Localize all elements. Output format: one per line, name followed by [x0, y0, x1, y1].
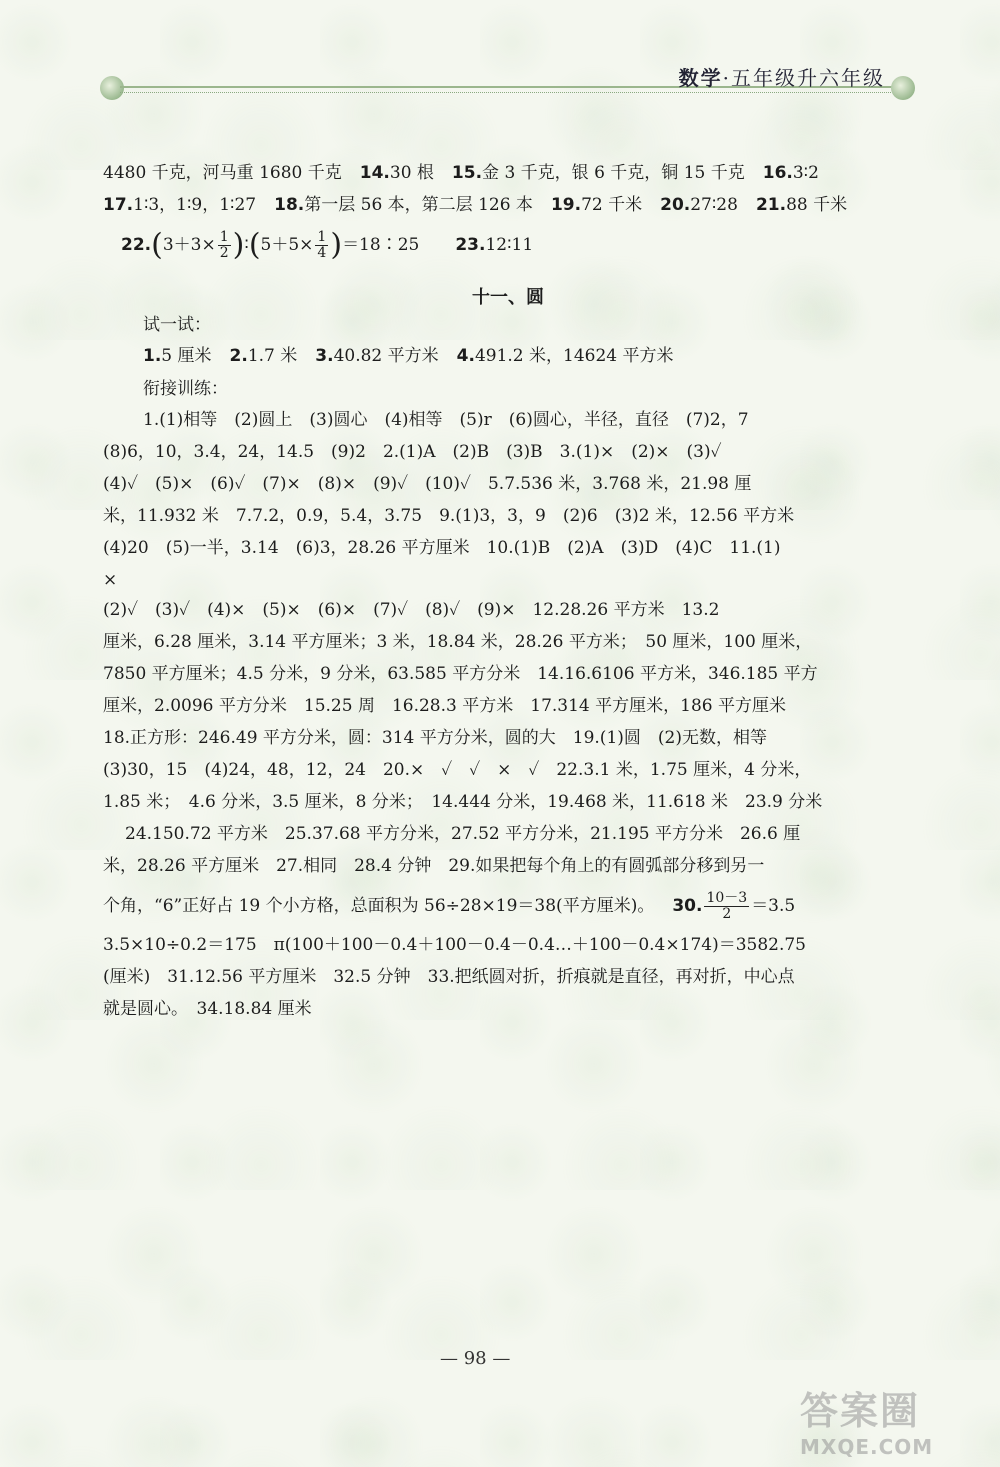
fraction-numerator: 1 [219, 229, 229, 245]
question-number: 14. [359, 163, 390, 183]
answer-line: 1.(1)相等 (2)圆上 (3)圆心 (4)相等 (5)r (6)圆心，半径，直径 (7)2，7 [143, 410, 749, 430]
fraction-denominator: 4 [317, 245, 327, 261]
question-number: 30. [672, 896, 703, 916]
expression-text: ∶ [244, 235, 249, 255]
question-number: 17. [103, 195, 134, 215]
watermark-text: 答案圈 [800, 1389, 921, 1433]
answer-line [103, 194, 847, 216]
answer-line-22 [121, 227, 534, 263]
answer-text: 27∶28 [690, 195, 738, 215]
answer-line: 24.150.72 平方米 25.37.68 平方分米，27.52 平方分米，21.195 平方分米 26.6 厘 [125, 824, 801, 844]
paren-open: ( [248, 227, 261, 263]
fraction [218, 230, 231, 261]
answer-line: 米，28.26 平方厘米 27.相同 28.4 分钟 29.如果把每个角上的有圆弧部分移到另一 [103, 856, 765, 876]
expression-text: 5＋5× [260, 235, 314, 255]
answer-line: (4)20 (5)一半，3.14 (6)3，28.26 平方厘米 10.(1)B (2)A (3)D (4)C 11.(1) [103, 538, 781, 558]
answer-line: (8)6，10，3.4，24，14.5 (9)2 2.(1)A (2)B (3)B 3.(1)× (2)× (3)✓ [103, 442, 722, 462]
page-number: — 98 — [440, 1348, 511, 1369]
header-title [679, 62, 885, 91]
answer-line [103, 162, 819, 184]
question-number: 19. [550, 195, 582, 215]
subject-label: 数学 [678, 66, 723, 90]
answer-line: 厘米，2.0096 平方分米 15.25 周 16.28.3 平方米 17.314 平方厘米，186 平方厘米 [103, 696, 786, 716]
header-ornament-left [100, 76, 124, 100]
watermark-url: MXQE.COM [800, 1435, 934, 1459]
fraction [704, 891, 749, 922]
fraction-numerator: 10－3 [706, 890, 748, 906]
header-ornament-right [891, 76, 915, 100]
answer-line: 就是圆心。 34.18.84 厘米 [103, 999, 312, 1019]
answer-text: 1∶3，1∶9，1∶27 [133, 195, 257, 215]
answer-line-30 [103, 891, 795, 922]
answer-text: 4480 千克，河马重 1680 千克 [103, 163, 342, 183]
grade-label: 五年级升六年级 [731, 66, 885, 90]
header-separator: · [722, 66, 731, 90]
paren-close: ) [330, 227, 343, 263]
answer-text: 金 3 千克，银 6 千克，铜 15 千克 [482, 163, 745, 183]
fraction [315, 230, 328, 261]
question-number: 18. [274, 195, 305, 215]
answer-line: 厘米，6.28 厘米，3.14 平方厘米；3 米，18.84 米，28.26 平方米； 50 厘米，100 厘米， [103, 632, 813, 652]
answer-line: 米，11.932 米 7.7.2，0.9，5.4，3.75 9.(1)3，3，9 (2)6 (3)2 米，12.56 平方米 [103, 506, 795, 526]
answer-text: 491.2 米，14624 平方米 [474, 346, 674, 366]
answer-line: 18.正方形：246.49 平方分米，圆：314 平方分米，圆的大 19.(1)圆 (2)无数，相等 [103, 728, 767, 748]
question-number: 21. [755, 195, 787, 215]
answer-line: 3.5×10÷0.2＝175 π(100＋100－0.4＋100－0.4－0.4…＋100－0.4×174)＝3582.75 [103, 935, 807, 955]
answer-text: 个角，“6”正好占 19 个小方格，总面积为 56÷28×19＝38(平方厘米)。 [103, 896, 655, 916]
question-number: 22. [121, 235, 152, 255]
answer-text: 1.7 米 [247, 346, 298, 366]
answer-line: × [103, 570, 118, 590]
answer-line: 7850 平方厘米；4.5 分米，9 分米，63.585 平方分米 14.16.6106 平方米，346.185 平方 [103, 664, 818, 684]
answer-line: 1.85 米； 4.6 分米，3.5 厘米，8 分米； 14.444 分米，19.468 米，11.618 米 23.9 分米 [103, 792, 823, 812]
fraction-numerator: 1 [317, 229, 327, 245]
answer-line: (厘米) 31.12.56 平方厘米 32.5 分钟 33.把纸圆对折，折痕就是直径，再对折，中心点 [103, 967, 795, 987]
page-header [100, 66, 915, 120]
try-label: 试一试： [143, 315, 211, 335]
try-answers [143, 345, 674, 367]
expression-text: ＝18∶25 [342, 235, 420, 255]
fraction-denominator: 2 [219, 245, 229, 261]
question-number: 3. [315, 346, 334, 366]
question-number: 1. [143, 346, 162, 366]
training-label: 衔接训练： [143, 379, 228, 399]
expression-text: 3＋3× [162, 235, 216, 255]
answer-text: 第一层 56 本，第二层 126 本 [304, 195, 533, 215]
header-rule-dotted [120, 92, 895, 93]
answer-text: 72 千米 [581, 195, 643, 215]
answer-text: 12∶11 [485, 235, 534, 255]
answer-text: 40.82 平方米 [333, 346, 439, 366]
answer-text: 3∶2 [792, 163, 819, 183]
question-number: 16. [762, 163, 793, 183]
question-number: 15. [451, 163, 483, 183]
answer-text: 88 千米 [786, 195, 848, 215]
question-number: 23. [455, 235, 486, 255]
watermark-logo [800, 1380, 985, 1460]
question-number: 2. [229, 346, 248, 366]
answer-line: (3)30，15 (4)24，48，12，24 20.× ✓ ✓ × ✓ 22.3.1 米，1.75 厘米，4 分米， [103, 760, 812, 780]
answer-text: ＝3.5 [751, 896, 796, 916]
section-title: 十一、圆 [472, 287, 544, 308]
paren-close: ) [232, 227, 245, 263]
answer-line: (4)✓ (5)× (6)✓ (7)× (8)× (9)✓ (10)✓ 5.7.536 米，3.768 米，21.98 厘 [103, 474, 752, 494]
question-number: 20. [660, 195, 691, 215]
paren-open: ( [151, 227, 163, 263]
fraction-denominator: 2 [722, 906, 732, 922]
answer-text: 30 根 [389, 163, 434, 183]
answer-line: (2)✓ (3)✓ (4)× (5)× (6)× (7)✓ (8)✓ (9)× 12.28.26 平方米 13.2 [103, 600, 720, 620]
question-number: 4. [456, 346, 475, 366]
answer-text: 5 厘米 [161, 346, 212, 366]
